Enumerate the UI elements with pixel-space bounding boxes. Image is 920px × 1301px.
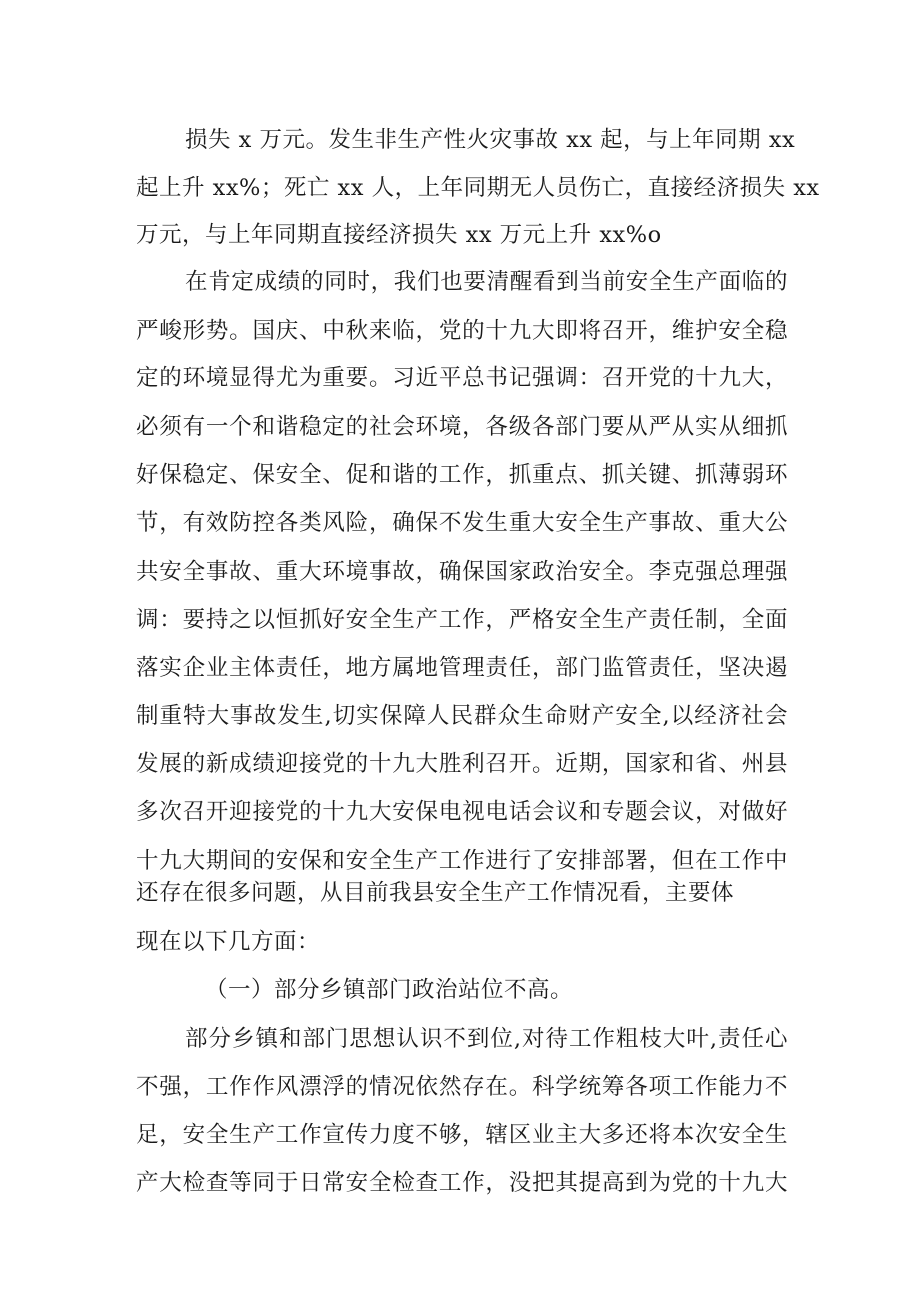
text-line: 节，有效防控各类风险，确保不发生重大安全生产事故、重大公 (136, 510, 788, 536)
text-line: 十九大期间的安保和安全生产工作进行了安排部署，但在工作中 (136, 848, 788, 874)
text-line: 共安全事故、重大环境事故，确保国家政治安全。李克强总理强 (136, 559, 788, 585)
text-line: 发展的新成绩迎接党的十九大胜利召开。近期，国家和省、州县 (136, 751, 788, 777)
text-line: 不强，工作作风漂浮的情况依然存在。科学统筹各项工作能力不 (136, 1074, 788, 1100)
text-line: 足，安全生产工作宣传力度不够，辖区业主大多还将本次安全生 (136, 1122, 788, 1148)
text-line: 现在以下几方面： (136, 929, 321, 955)
text-line: 起上升 xx%；死亡 xx 人，上年同期无人员伤亡，直接经济损失 xx (136, 175, 820, 201)
text-line: 损失 x 万元。发生非生产性火灾事故 xx 起，与上年同期 xx (185, 127, 796, 153)
text-line: 在肯定成绩的同时，我们也要清醒看到当前安全生产面临的 (185, 269, 788, 295)
text-line: 万元，与上年同期直接经济损失 xx 万元上升 xx%o (136, 222, 662, 248)
section-heading: （一）部分乡镇部门政治站位不高。 (205, 977, 574, 1003)
text-line: 必须有一个和谐稳定的社会环境，各级各部门要从严从实从细抓 (136, 414, 788, 440)
text-line: 严峻形势。国庆、中秋来临，党的十九大即将召开，维护安全稳 (136, 318, 788, 344)
text-line: 调：要持之以恒抓好安全生产工作，严格安全生产责任制，全面 (136, 607, 788, 633)
text-line: 定的环境显得尤为重要。习近平总书记强调：召开党的十九大， (136, 365, 788, 391)
text-line: 多次召开迎接党的十九大安保电视电话会议和专题会议，对做好 (136, 799, 788, 825)
text-line: 产大检查等同于日常安全检查工作，没把其提高到为党的十九大 (136, 1170, 788, 1196)
text-line: 落实企业主体责任，地方属地管理责任，部门监管责任，坚决遏 (136, 655, 788, 681)
text-line: 还存在很多问题，从目前我县安全生产工作情况看，主要体 (136, 880, 735, 906)
text-line: 好保稳定、保安全、促和谐的工作，抓重点、抓关键、抓薄弱环 (136, 462, 788, 488)
text-line: 部分乡镇和部门思想认识不到位,对待工作粗枝大叶,责任心 (185, 1026, 788, 1052)
text-line: 制重特大事故发生,切实保障人民群众生命财产安全,以经济社会 (136, 703, 788, 729)
